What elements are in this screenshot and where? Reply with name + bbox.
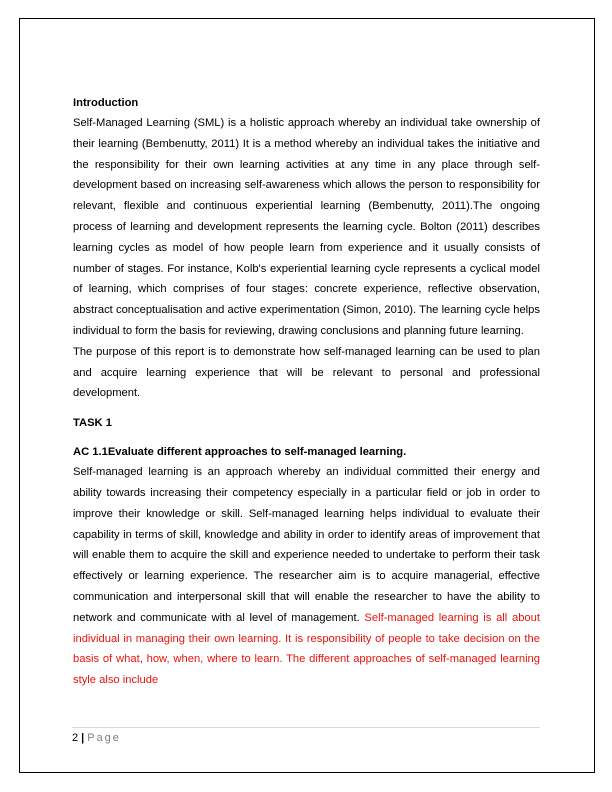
page-label: Page (87, 732, 121, 744)
purpose-paragraph: The purpose of this report is to demonstrate how self-managed learning can be used to plan and acquire learning experience that will be relevant to personal and professional development. (73, 345, 540, 400)
ac-paragraph-text: Self-managed learning is an approach whereby an individual committed their energy and ability towards increasing their competency especially in a particular field or job in order to improve their knowledge or skill. Self-managed learning helps individual to evaluate their capability in terms of skill, knowledge and ability in order to identify areas of improvement that will enable them to acquire the skill and experience needed to undertake to perform their task effectively or learning experience. The researcher aim is to acquire managerial, effective communication and interpersonal skill that will enable the researcher to have the ability to network and communicate with al level of management. (73, 466, 540, 624)
ac-paragraph-highlight: Self-managed learning is all about individual in managing their own learning. It is responsibility of people to take decision on the basis of what, how, when, where to learn. The different approaches of self-managed learning style also include (73, 611, 540, 687)
ac-paragraph (73, 462, 540, 691)
page-number: 2 (72, 732, 79, 744)
ac-heading: AC 1.1Evaluate different approaches to self-managed learning. (73, 446, 407, 459)
task-heading: TASK 1 (73, 417, 112, 430)
introduction-paragraph: Self-Managed Learning (SML) is a holistic approach whereby an individual take ownership of their learning (Bembenutty, 2011) It is a method whereby an individual takes the initiative and the responsibility for their own learning activities at any time in any place through self-development based on increasing self-awareness which allows the person to responsibility for relevant, flexible and continuous experiential learning (Bembenutty, 2011).The ongoing process of learning and development represents the learning cycle. Bolton (2011) describes learning cycles as model of how people learn from experience and it usually consists of number of stages. For instance, Kolb's experiential learning cycle represents a cyclical model of learning, which comprises of four stages: concrete experience, reflective observation, abstract conceptualisation and active experimentation (Simon, 2010). The learning cycle helps individual to form the basis for reviewing, drawing conclusions and planning future learning. (73, 117, 540, 337)
footer-divider (72, 727, 540, 728)
footer-separator: | (81, 732, 85, 744)
document-body (73, 93, 540, 691)
page-footer (72, 731, 121, 745)
introduction-heading: Introduction (73, 97, 139, 109)
